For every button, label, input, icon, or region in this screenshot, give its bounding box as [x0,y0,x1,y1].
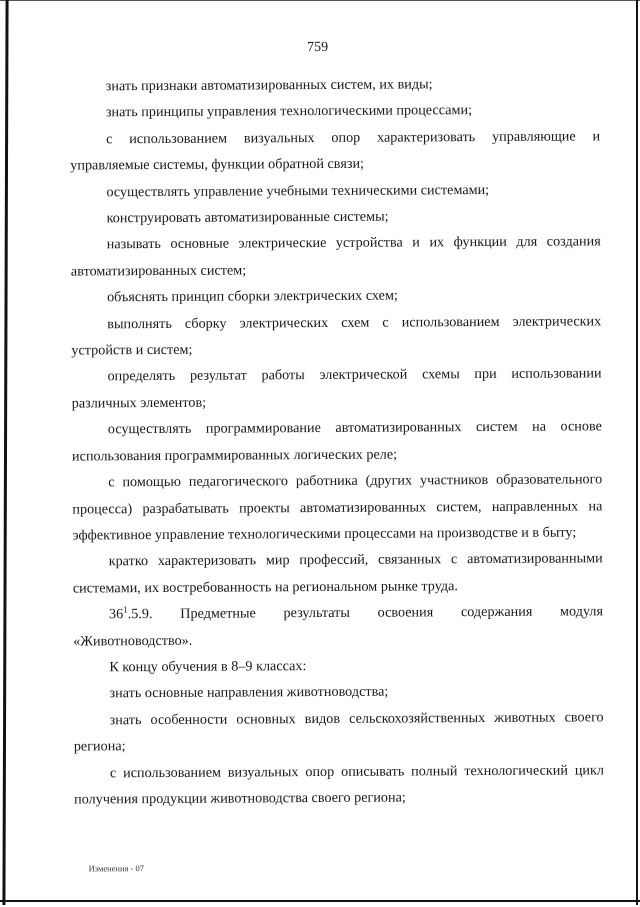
section-number-main: 36 [108,606,124,623]
paragraph: с использованием визуальных опор характеризовать управляющие и управляемые системы, функции обратной связи; [70,128,601,174]
paragraph: с использованием визуальных опор описывать полный технологический цикл получения продукции животноводства своего региона; [74,761,605,808]
page-content [70,70,605,813]
paragraph: конструировать автоматизированные системы; [106,208,389,227]
paragraph: определять результат работы электрической схемы при использовании различных элементов; [71,365,602,412]
paragraph: К концу обучения в 8–9 классах: [109,658,307,676]
section-number-rest: .5.9. [127,606,153,623]
paragraph: объяснять принцип сборки электрических схем; [107,287,398,306]
footer-note: Изменения - 07 [88,863,145,874]
section-heading [73,598,603,654]
paragraph: знать принципы управления технологическими процессами; [105,102,473,121]
paragraph: с помощью педагогического работника (других участников образовательного процесса) разрабатывать проекты автоматизированных систем, направленных на эффективное управление технологическими процессами на производстве и в быту; [72,471,603,544]
paragraph: выполнять сборку электрических схем с использованием электрических устройств и систем; [71,312,602,359]
paragraph: знать основные направления животноводства; [109,683,389,702]
paragraph: осуществлять программирование автоматизированных систем на основе использования программированных логических реле; [71,418,602,465]
paragraph: кратко характеризовать мир профессий, связанных с автоматизированными системами, их востребованность на региональном рынке труда. [72,550,603,597]
section-title: Предметные результаты освоения содержания модуля «Животноводство». [73,603,604,650]
paragraph: называть основные электрические устройства и их функции для создания автоматизированных систем; [70,233,601,280]
page-number: 759 [306,39,329,56]
paragraph: знать признаки автоматизированных систем, их виды; [105,76,433,95]
paragraph: знать особенности основных видов сельскохозяйственных животных своего региона; [73,709,604,755]
section-number-sup: 1 [123,604,128,615]
paragraph: осуществлять управление учебными техническими системами; [106,181,490,200]
